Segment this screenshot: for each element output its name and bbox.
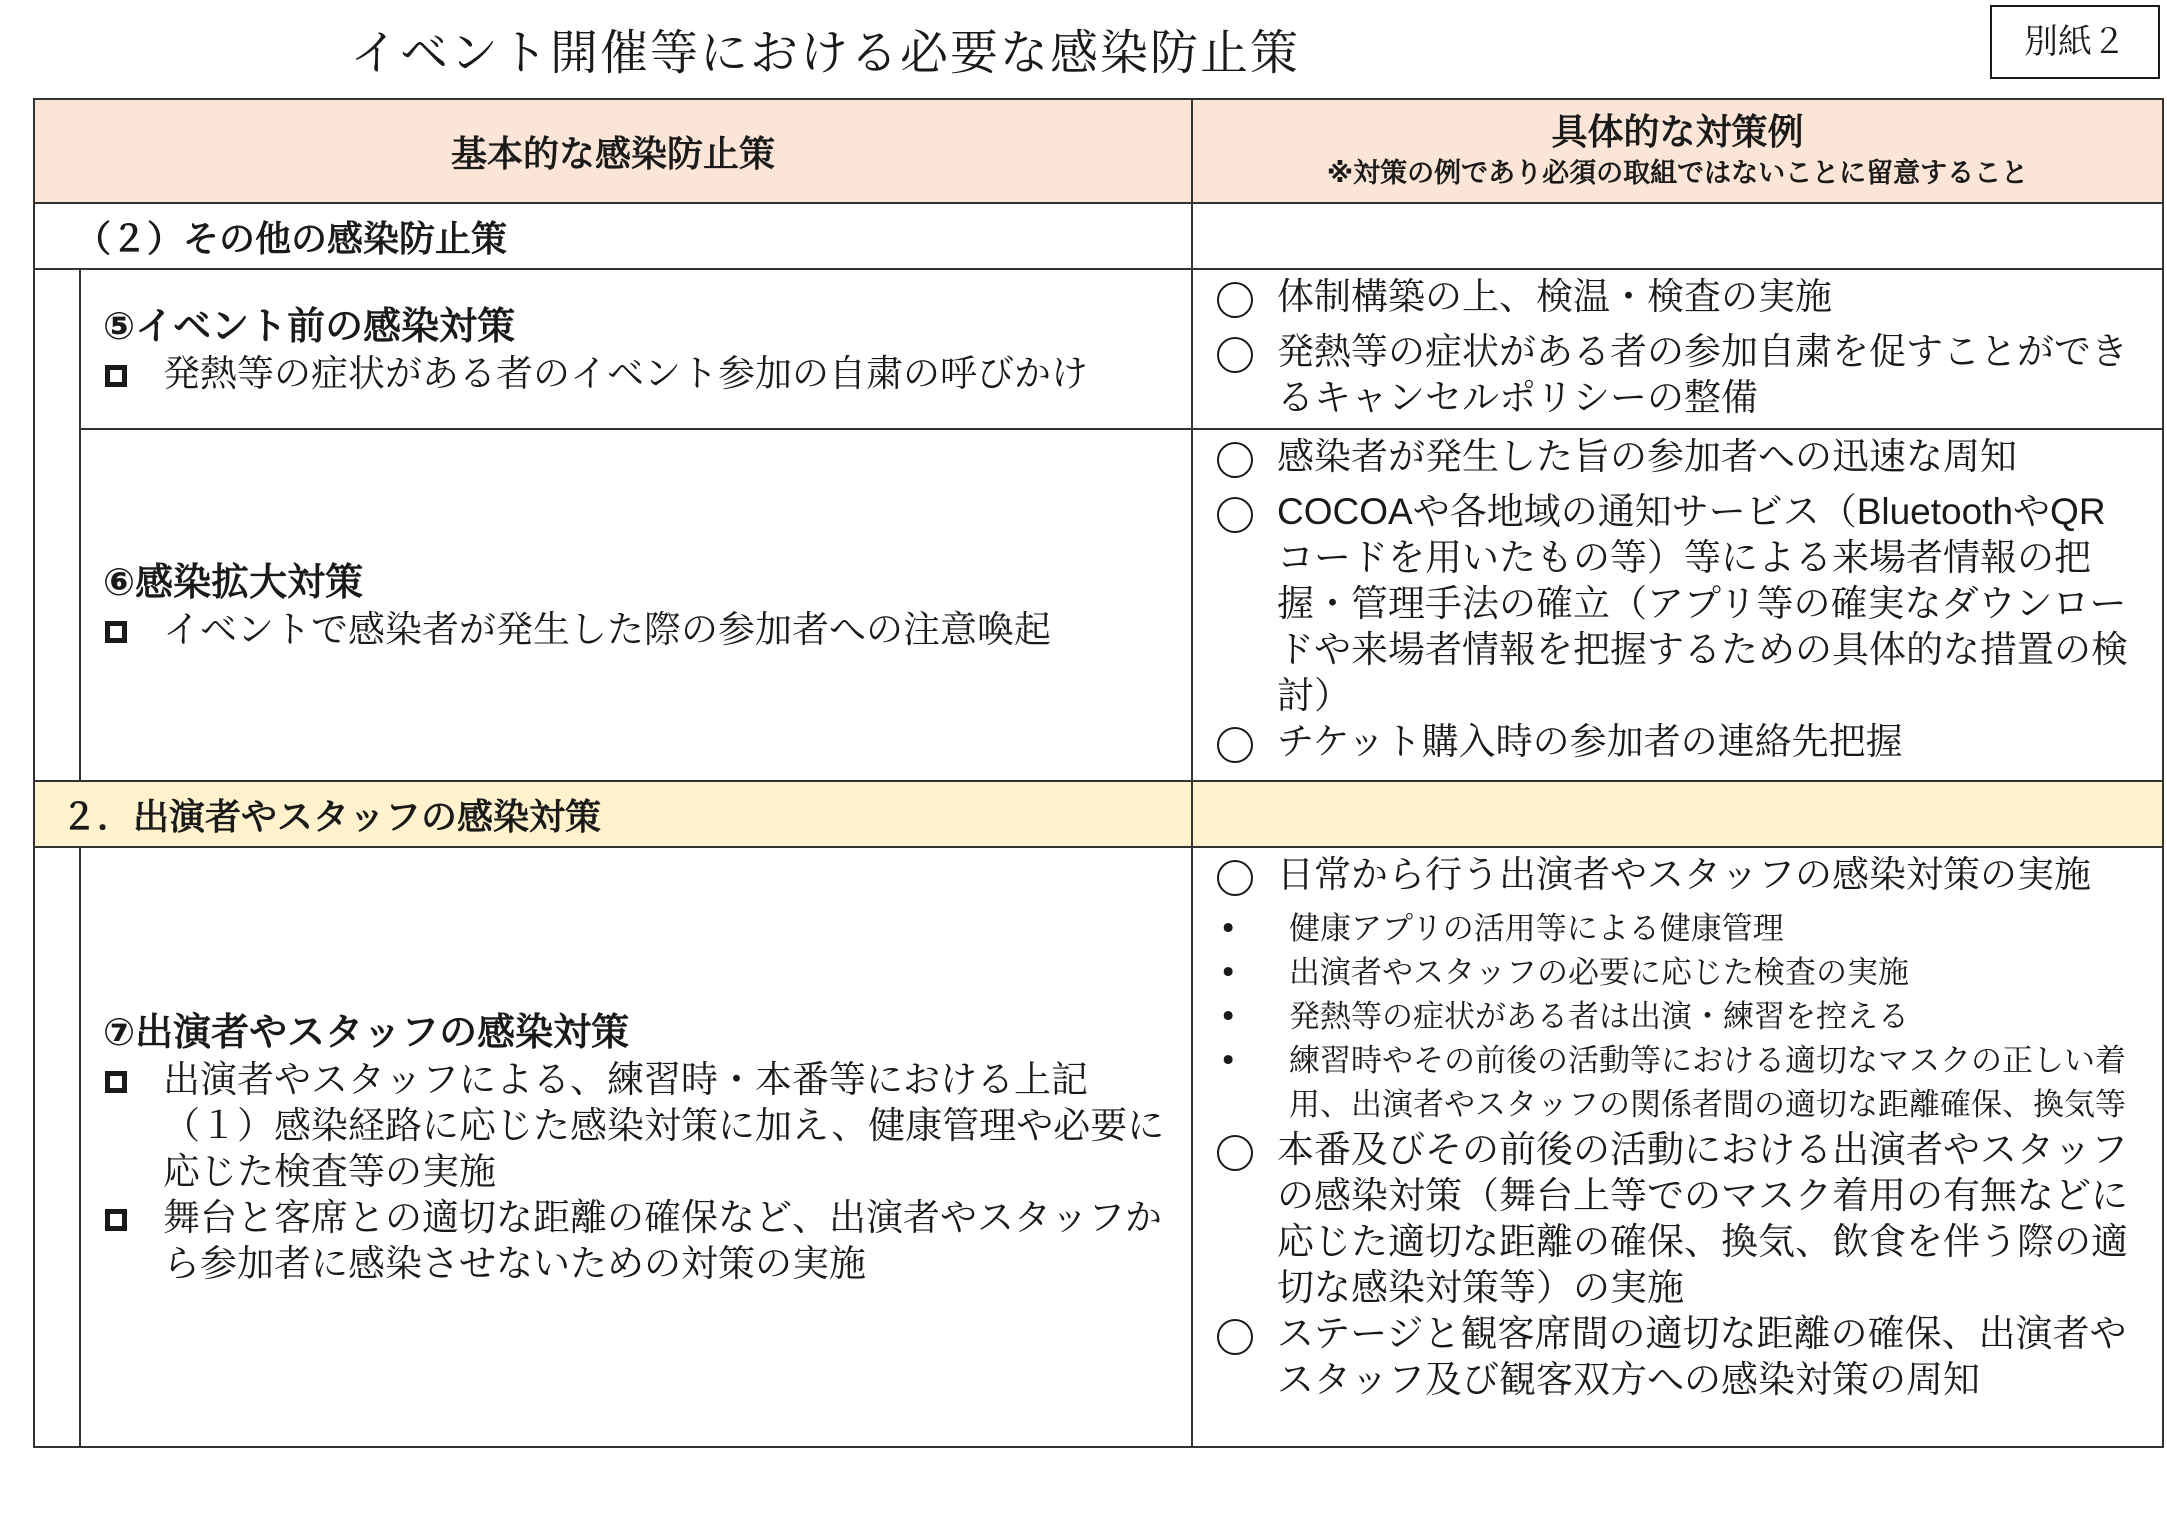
attachment-label: 別紙２ (1990, 5, 2160, 79)
section-other-empty (1192, 203, 2163, 269)
example-text: 発熱等の症状がある者の参加自粛を促すことができるキャンセルポリシーの整備 (1277, 330, 2129, 419)
example-item (1213, 274, 2132, 329)
section-row-other (34, 203, 2163, 269)
example-item (1213, 489, 2132, 719)
measure7-item (103, 1057, 1167, 1195)
bullet-icon: • (1219, 955, 1238, 991)
circle-icon (1213, 719, 1277, 774)
example-item (1213, 1127, 2132, 1311)
circle-icon (1213, 489, 1277, 719)
measure5-item-text: 発熱等の症状がある者のイベント参加の自粛の呼びかけ (163, 352, 1088, 395)
checkbox-icon (103, 1195, 163, 1287)
header-basic-measures: 基本的な感染防止策 (34, 99, 1192, 203)
section-2-empty (1192, 781, 2163, 847)
example-text: チケット購入時の参加者の連絡先把握 (1277, 720, 1903, 763)
section-row-2 (34, 781, 2163, 847)
section-other-measures: （２）その他の感染防止策 (34, 203, 1192, 269)
indent-cell (34, 429, 80, 781)
example-text: ステージと観客席間の適切な距離の確保、出演者やスタッフ及び観客双方への感染対策の周知 (1277, 1312, 2127, 1401)
circle-icon (1213, 434, 1277, 489)
measure5-examples (1192, 269, 2163, 429)
example-text: 感染者が発生した旨の参加者への迅速な周知 (1277, 435, 2018, 478)
example-item (1213, 719, 2132, 774)
indent-cell (34, 847, 80, 1447)
header-examples-note: ※対策の例であり必須の取組ではないことに留意すること (1326, 158, 2029, 189)
measure5-cell (80, 269, 1192, 429)
header-examples-title: 具体的な対策例 (1551, 112, 1804, 153)
sub-bullet-text: 練習時やその前後の活動等における適切なマスクの正しい着用、出演者やスタッフの関係者間の適切な距離確保、換気等 (1289, 1043, 2127, 1123)
example-item (1213, 434, 2132, 489)
circle-icon (1213, 329, 1277, 421)
bullet-icon: • (1219, 999, 1238, 1035)
example-item (1213, 852, 2132, 907)
sub-bullet-item (1213, 907, 2132, 951)
example-text: 体制構築の上、検温・検査の実施 (1277, 275, 1833, 318)
example-text: COCOAや各地域の通知サービス（BluetoothやQRコードを用いたもの等）等による来場者情報の把握・管理手法の確立（アプリ等の確実なダウンロードや来場者情報を把握するための具体的な措置の検討） (1277, 491, 2129, 716)
section-performers-staff: ２．出演者やスタッフの感染対策 (34, 781, 1192, 847)
measure6-item (103, 607, 1167, 653)
page-title: イベント開催等における必要な感染防止策 (349, 25, 1300, 81)
indent-cell (34, 269, 80, 429)
measure7-item-text: 舞台と客席との適切な距離の確保など、出演者やスタッフから参加者に感染させないための対策の実施 (163, 1196, 1162, 1285)
measure6-title: ⑥感染拡大対策 (103, 560, 364, 604)
example-text: 日常から行う出演者やスタッフの感染対策の実施 (1277, 853, 2092, 896)
measures-table (33, 98, 2164, 1448)
sub-bullet-text: 出演者やスタッフの必要に応じた検査の実施 (1289, 955, 1910, 991)
bullet-icon: • (1219, 911, 1238, 947)
circle-icon (1213, 852, 1277, 907)
sub-bullet-item (1213, 995, 2132, 1039)
measure-row-7 (34, 847, 2163, 1447)
circle-icon (1213, 1127, 1277, 1311)
measure7-item (103, 1195, 1167, 1287)
header-examples (1192, 99, 2163, 203)
checkbox-icon (103, 607, 163, 653)
measure6-cell (80, 429, 1192, 781)
measure7-cell (80, 847, 1192, 1447)
example-item (1213, 329, 2132, 421)
sub-bullet-item (1213, 951, 2132, 995)
circle-icon (1213, 1311, 1277, 1403)
measure6-item-text: イベントで感染者が発生した際の参加者への注意喚起 (163, 608, 1051, 651)
sub-bullet-text: 発熱等の症状がある者は出演・練習を控える (1289, 999, 1910, 1035)
measure5-item (103, 351, 1167, 397)
sub-bullet-item (1213, 1039, 2132, 1127)
table-header-row (34, 99, 2163, 203)
checkbox-icon (103, 1057, 163, 1195)
measure7-examples (1192, 847, 2163, 1447)
circle-icon (1213, 274, 1277, 329)
example-item (1213, 1311, 2132, 1403)
checkbox-icon (103, 351, 163, 397)
measure5-title: ⑤イベント前の感染対策 (103, 304, 516, 348)
measure7-title: ⑦出演者やスタッフの感染対策 (103, 1010, 630, 1054)
sub-bullet-text: 健康アプリの活用等による健康管理 (1289, 911, 1784, 947)
bullet-icon: • (1219, 1043, 1238, 1079)
measure7-item-text: 出演者やスタッフによる、練習時・本番等における上記（１）感染経路に応じた感染対策に加え、健康管理や必要に応じた検査等の実施 (163, 1058, 1165, 1193)
measure6-examples (1192, 429, 2163, 781)
measure-row-6 (34, 429, 2163, 781)
measure-row-5 (34, 269, 2163, 429)
example-text: 本番及びその前後の活動における出演者やスタッフの感染対策（舞台上等でのマスク着用の有無などに応じた適切な距離の確保、換気、飲食を伴う際の適切な感染対策等）の実施 (1277, 1128, 2129, 1309)
